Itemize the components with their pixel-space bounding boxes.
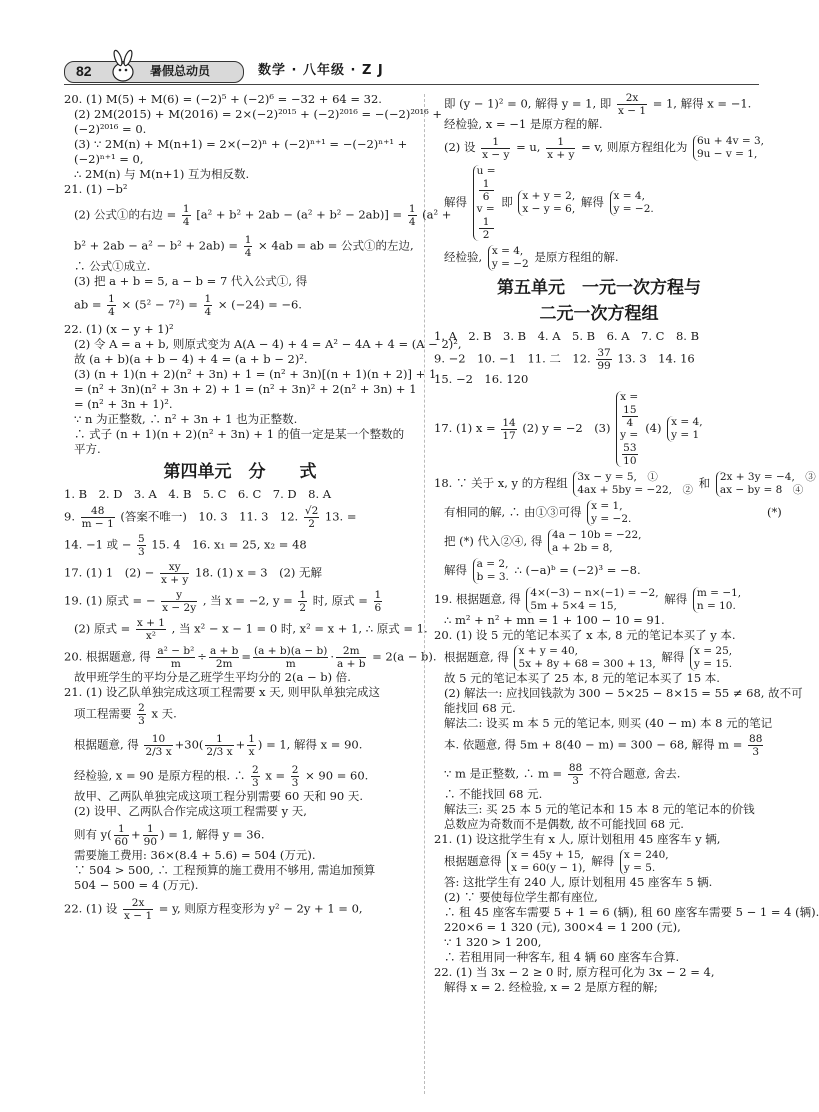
equation-system: x = 240, y = 5. (620, 849, 669, 875)
text-span: 根据题意得 (444, 854, 502, 868)
text-span: 13. 3 14. 16 (617, 351, 695, 366)
text-line: (2) 2M(2015) + M(2016) = 2×(−2)²⁰¹⁵ + (−2)²⁰¹⁶ = −(−2)²⁰¹⁶ + (74, 107, 443, 121)
text-line: ∴ 2M(n) 与 M(n+1) 互为相反数. (74, 167, 250, 181)
equation-system: 4×(−3) − n×(−1) = −2, 5m + 5×4 = 15, (526, 587, 658, 613)
text-span: , 当 x² − x − 1 = 0 时, x² = x + 1, ∴ 原式 = 1. (171, 621, 428, 636)
text-line: ∴ 式子 (n + 1)(n + 2)(n² + 3n) + 1 的值一定是某一个整数的 (74, 427, 405, 441)
text-span: 14. −1 或 − (64, 537, 132, 552)
text-span: × 90 = 60. (305, 768, 369, 783)
fraction: $\frac{2}{3}$ (291, 764, 299, 789)
math-line (434, 587, 764, 613)
math-line (434, 391, 764, 467)
equation-system: x + y = 2, x − y = 6, (518, 190, 575, 216)
text-span: (*) (767, 505, 782, 519)
text-span: ∵ m 是正整数, ∴ m = (444, 766, 563, 781)
math-line: 20. 根据题意, 得 $\frac{\text{a² − b²}}{m}$ ÷ $\frac{a + b}{2m}$ = $\frac{(a + b)(a - b)}{m}$ · $\frac{2m}{a + b}$ = 2(a − b). (64, 645, 437, 670)
text-line: 1. B 2. D 3. A 4. B 5. C 6. C 7. D 8. A (64, 487, 332, 501)
text-span: 即 (y − 1)² = 0, 解得 y = 1, 即 (444, 96, 612, 111)
text-span: (2) 原式 = (74, 621, 131, 636)
text-line: ∴ 租 45 座客车需要 5 + 1 = 6 (辆), 租 60 座客车需要 5 − 1 = 4 (辆). (444, 905, 819, 919)
text-span: 解得 (664, 592, 688, 606)
text-span: 和 (698, 476, 711, 490)
text-span: 9. (64, 509, 75, 524)
equation-system: x + y = 40, 5x + 8y + 68 = 300 + 13, (514, 645, 655, 671)
header-rule (64, 84, 759, 85)
text-span: 时, 原式 = (312, 593, 368, 608)
math-line (434, 558, 764, 584)
text-line: 解得 x = 2. 经检验, x = 2 是原方程的解; (444, 980, 658, 994)
left-column (64, 92, 462, 922)
text-line: (3) 把 a + b = 5, a − b = 7 代入公式①, 得 (74, 274, 308, 288)
text-span: 20. 根据题意, 得 (64, 649, 151, 664)
text-span: ab = (74, 297, 102, 312)
equation-system: u = 1 6 v = 1 2 (473, 165, 496, 241)
text-span: 经检验, x = 90 是原方程的根. ∴ (74, 768, 246, 783)
fraction: $\frac{xy}{x + y}$ (160, 561, 189, 586)
text-line: 220×6 = 1 320 (元), 300×4 = 1 200 (元), (444, 920, 681, 934)
fraction: $\frac{√2}{2}$ (304, 505, 319, 530)
text-line: 21. (1) 设乙队单独完成这项工程需要 x 天, 则甲队单独完成这 (64, 685, 380, 699)
text-line: 22. (1) (x − y + 1)² (64, 322, 174, 336)
fraction: $\frac{1}{2/3 x}$ (206, 733, 233, 758)
text-line: 平方. (74, 442, 101, 456)
text-span: × (−24) = −6. (217, 297, 302, 312)
text-line: ∴ 公式①成立. (74, 259, 151, 273)
math-line (434, 347, 764, 372)
math-line (64, 617, 428, 642)
text-line: 21. (1) 设这批学生有 x 人, 原计划租用 45 座客车 y 辆, (434, 832, 721, 846)
math-line (64, 764, 416, 789)
fraction: $\frac{1}{x}$ (248, 733, 255, 758)
text-span: 13. = (324, 509, 357, 524)
text-span: 19. 根据题意, 得 (434, 592, 521, 606)
fraction: $\frac{1}{x + y}$ (547, 135, 575, 161)
text-line: ∵ n 为正整数, ∴ n² + 3n + 1 也为正整数. (74, 412, 298, 426)
equation-system: 4a − 10b = −22, a + 2b = 8, (548, 529, 641, 555)
text-span: = y, 则原方程变形为 y² − 2y + 1 = 0, (158, 901, 363, 916)
text-span: 17. (1) x = (434, 421, 496, 435)
text-line: 20. (1) 设 5 元的笔记本买了 x 本, 8 元的笔记本买了 y 本. (434, 628, 736, 642)
math-line (434, 529, 764, 555)
text-span: 解得 (661, 650, 685, 664)
text-line: 22. (1) 当 3x − 2 ≥ 0 时, 原方程可化为 3x − 2 = 4, (434, 965, 715, 979)
fraction: $\frac{88}{3}$ (568, 762, 583, 787)
text-span: 即 (501, 195, 513, 209)
text-span: (2) 设 (444, 140, 476, 154)
math-line (434, 762, 764, 787)
math-line (64, 589, 416, 614)
fraction: $\frac{(a + b)(a - b)}{m}$ (254, 645, 328, 670)
fraction: $\frac{1}{90}$ (143, 823, 158, 848)
math-line (434, 92, 764, 117)
fraction: $\frac{2}{3}$ (138, 702, 145, 727)
text-line: 1. A 2. B 3. B 4. A 5. B 6. A 7. C 8. B (434, 329, 700, 343)
fraction: $\frac{1}{4}$ (408, 203, 416, 228)
fraction: $\frac{2x}{x - 1}$ (617, 92, 647, 117)
text-line: (−2)ⁿ⁺¹ = 0, (74, 152, 144, 166)
equation-system: x = 45y + 15, x = 60(y − 1), (507, 849, 585, 875)
text-span: 经检验, (444, 250, 483, 264)
text-span: (2) y = −2 (3) (522, 421, 611, 435)
text-line: 经检验, x = −1 是原方程的解. (444, 117, 603, 131)
text-line: = (n² + 3n + 1)². (74, 397, 173, 411)
text-line: 504 − 500 = 4 (万元). (74, 878, 199, 892)
equation-system: 3x − y = 5, ① 4ax + 5by = −22, ② (573, 471, 693, 497)
fraction: $\frac{2}{3}$ (252, 764, 259, 789)
text-span: 根据题意, 得 (444, 650, 509, 664)
text-span: 解得 (444, 563, 467, 577)
fraction: $\frac{1}{2}$ (299, 589, 307, 614)
math-line: 根据题意, 得 $\frac{10}{2/3 x}$ +30( $\frac{1}{2/3 x}$ + $\frac{1}{x}$ ) = 1, 解得 x = 90. (74, 733, 363, 758)
math-line (64, 561, 416, 586)
series-title: 暑假总动员 (150, 64, 211, 78)
text-line: ∵ 504 > 500, ∴ 工程预算的施工费用不够用, 需追加预算 (74, 863, 376, 877)
equation-system: 6u + 4v = 3, 9u − v = 1, (693, 135, 764, 161)
text-line: (−2)²⁰¹⁶ = 0. (74, 122, 147, 136)
text-line: (2) 令 A = a + b, 则原式变为 A(A − 4) + 4 = A² − 4A + 4 = (A − 2)², (74, 337, 462, 351)
text-span: 18. ∵ 关于 x, y 的方程组 (434, 476, 568, 490)
text-line: 故 5 元的笔记本买了 25 本, 8 元的笔记本买了 15 本. (444, 671, 720, 685)
text-line: ∴ m² + n² + mn = 1 + 100 − 10 = 91. (444, 613, 665, 627)
text-line: 能找回 68 元. (444, 701, 516, 715)
text-span: = 1, 解得 x = −1. (652, 96, 752, 111)
text-span: 解得 (444, 195, 467, 209)
equation-system: x = 1, y = −2. (587, 500, 631, 526)
fraction: $\frac{10}{2/3 x}$ (145, 733, 172, 758)
text-span: 根据题意, 得 (74, 737, 139, 752)
math-line (64, 293, 416, 318)
text-span: (2) 公式①的右边 = (74, 207, 177, 222)
fraction: $\frac{a + b}{2m}$ (209, 645, 239, 670)
text-span: = 1, 解得 y = 36. (168, 827, 265, 842)
equation-system: x = 25, y = 15. (690, 645, 732, 671)
equation-system: x = 4, y = −2. (610, 190, 654, 216)
fraction: $\frac{1}{x - y}$ (482, 135, 510, 161)
fraction: $\frac{37}{99}$ (597, 347, 611, 372)
fraction: $\frac{2x}{x - 1}$ (124, 897, 153, 922)
text-line: 20. (1) M(5) + M(6) = (−2)⁵ + (−2)⁶ = −32 + 64 = 32. (64, 92, 382, 106)
fraction: $\frac{1}{4}$ (204, 293, 212, 318)
equation-system: m = −1, n = 10. (693, 587, 741, 613)
text-line: 解法三: 买 25 本 5 元的笔记本和 15 本 8 元的笔记本的价钱 (444, 802, 755, 816)
text-line: = (n² + 3n)(n² + 3n + 2) + 1 = (n² + 3n)² + 2(n² + 3n) + 1 (74, 382, 417, 396)
text-span: ∴ (−a)ᵇ = (−2)³ = −8. (514, 563, 641, 577)
text-span: × (5² − 7²) = (121, 297, 198, 312)
text-line: ∴ 不能找回 68 元. (444, 787, 543, 801)
text-line: 解法二: 设买 m 本 5 元的笔记本, 则买 (40 − m) 本 8 元的笔记 (444, 716, 773, 730)
math-line (434, 471, 816, 497)
text-line: (2) 设甲、乙两队合作完成这项工程需要 y 天, (74, 804, 307, 818)
equation-system: x = 4, y = −2 (488, 245, 529, 271)
text-line: 需要施工费用: 36×(8.4 + 5.6) = 504 (万元). (74, 848, 316, 862)
text-line: 故甲、乙两队单独完成这项工程分别需要 60 天和 90 天. (74, 789, 364, 803)
text-line: 故甲班学生的平均分是乙班学生平均分的 2(a − b) 倍. (74, 670, 351, 684)
text-span: 17. (1) 1 (2) − (64, 565, 155, 580)
text-line: 故 (a + b)(a + b − 4) + 4 = (a + b − 2)². (74, 352, 308, 366)
page-number: 82 (76, 63, 92, 79)
text-line: ∴ 若租用同一种客车, 租 4 辆 60 座客车合算. (444, 950, 680, 964)
text-span: (答案不唯一) 10. 3 11. 3 12. (120, 509, 299, 524)
text-span: 则有 y (74, 827, 108, 842)
fraction: $\frac{\text{a² − b²}}{m}$ (157, 645, 195, 670)
section-title-unit4: 第四单元 分 式 (163, 462, 317, 482)
subject-line: 数学 · 八年级 · Z J (258, 63, 384, 78)
text-span: 18. (1) x = 3 (2) 无解 (194, 565, 323, 580)
text-span: 解得 (591, 854, 615, 868)
text-span: b² + 2ab − a² − b² + 2ab) = (74, 238, 239, 253)
text-span: (a² + (422, 207, 452, 222)
text-span: 本. 依题意, 得 5m + 8(40 − m) = 300 − 68, 解得 m = (444, 737, 743, 752)
fraction: $\frac{y}{x - 2y}$ (162, 589, 197, 614)
math-line (64, 505, 416, 530)
fraction: $\frac{88}{3}$ (749, 733, 763, 758)
math-line (64, 702, 416, 727)
page-header (0, 0, 800, 86)
math-line (434, 849, 764, 875)
text-span: × 4ab = ab = 公式①的左边, (258, 238, 414, 253)
text-line: 21. (1) −b² (64, 182, 128, 196)
rabbit-mascot-icon (105, 50, 141, 84)
text-line: (3) (n + 1)(n + 2)(n² + 3n) + 1 = (n² + 3n)[(n + 1)(n + 2)] + 1 (74, 367, 437, 381)
text-line: ∵ 1 320 > 1 200, (444, 935, 542, 949)
text-span: 15. 4 16. x₁ = 25, x₂ = 48 (151, 537, 307, 552)
fraction: $\frac{1}{4}$ (244, 234, 252, 259)
fraction: $\frac{14}{17}$ (502, 416, 516, 442)
text-line: (2) ∵ 要使每位学生都有座位, (444, 890, 598, 904)
fraction: $\frac{2m}{a + b}$ (337, 645, 366, 670)
math-line (64, 533, 416, 558)
section-title-unit5: 第五单元 一元一次方程与 二元一次方程组 (497, 278, 701, 324)
math-line: 则有 y( $\frac{1}{60}$ + $\frac{1}{90}$ ) = 1, 解得 y = 36. (74, 823, 265, 848)
fraction: $\frac{1}{4}$ (108, 293, 115, 318)
text-span: = 1, 解得 x = 90. (266, 737, 363, 752)
equation-system: a = 2, b = 3. (473, 558, 509, 584)
text-span: , 当 x = −2, y = (202, 593, 293, 608)
math-line (434, 165, 764, 241)
math-line (434, 245, 764, 271)
fraction: $\frac{5}{3}$ (138, 533, 145, 558)
text-span: = 2(a − b). (372, 649, 437, 664)
text-line: 答: 这批学生有 240 人, 原计划租用 45 座客车 5 辆. (444, 875, 713, 889)
text-line: (3) ∵ 2M(n) + M(n+1) = 2×(−2)ⁿ + (−2)ⁿ⁺¹ = −(−2)ⁿ⁺¹ + (74, 137, 408, 151)
text-line: (2) 解法一: 应找回钱款为 300 − 5×25 − 8×15 = 55 ≠ 68, 故不可 (444, 686, 803, 700)
math-line (64, 897, 416, 922)
math-line (64, 203, 452, 228)
text-span: 是原方程组的解. (534, 250, 619, 264)
text-span: 9. −2 10. −1 11. 二 12. (434, 351, 591, 366)
equation-system: x = 15 4 y = 53 10 (616, 391, 639, 467)
text-span: x 天. (151, 706, 177, 721)
text-span: 把 (*) 代入②④, 得 (444, 534, 543, 548)
text-span: = u, (516, 140, 541, 154)
text-span: 项工程需要 (74, 706, 132, 721)
fraction: $\frac{1}{60}$ (114, 823, 129, 848)
right-column (434, 92, 819, 995)
equation-system: x = 4, y = 1 (667, 416, 702, 442)
math-line (434, 645, 764, 671)
fraction: $\frac{1}{4}$ (182, 203, 190, 228)
text-span: x = (265, 768, 286, 783)
text-span: 有相同的解, ∴ 由①③可得 (444, 505, 582, 519)
equation-system: 2x + 3y = −4, ③ ax − by = 8 ④ (716, 471, 816, 497)
fraction: $\frac{x + 1}{\text{x²}}$ (136, 617, 165, 642)
math-line (434, 733, 764, 758)
math-line (64, 234, 416, 259)
math-line (434, 500, 782, 526)
text-span: 30 (184, 737, 199, 752)
math-line (434, 135, 764, 161)
text-span: 19. (1) 原式 = − (64, 593, 156, 608)
text-span: 解得 (580, 195, 604, 209)
column-divider (424, 94, 425, 1094)
text-line: 15. −2 16. 120 (434, 372, 529, 386)
text-line: 总数应为奇数而不是偶数, 故不可能找回 68 元. (444, 817, 684, 831)
text-span: 不符合题意, 舍去. (588, 766, 681, 781)
text-span: [a² + b² + 2ab − (a² + b² − 2ab)] = (196, 207, 403, 222)
text-span: 22. (1) 设 (64, 901, 118, 916)
fraction: $\frac{48}{m - 1}$ (81, 505, 114, 530)
text-span: = v, 则原方程组化为 (581, 140, 688, 154)
text-span: (4) (645, 421, 662, 435)
fraction: $\frac{1}{6}$ (374, 589, 382, 614)
